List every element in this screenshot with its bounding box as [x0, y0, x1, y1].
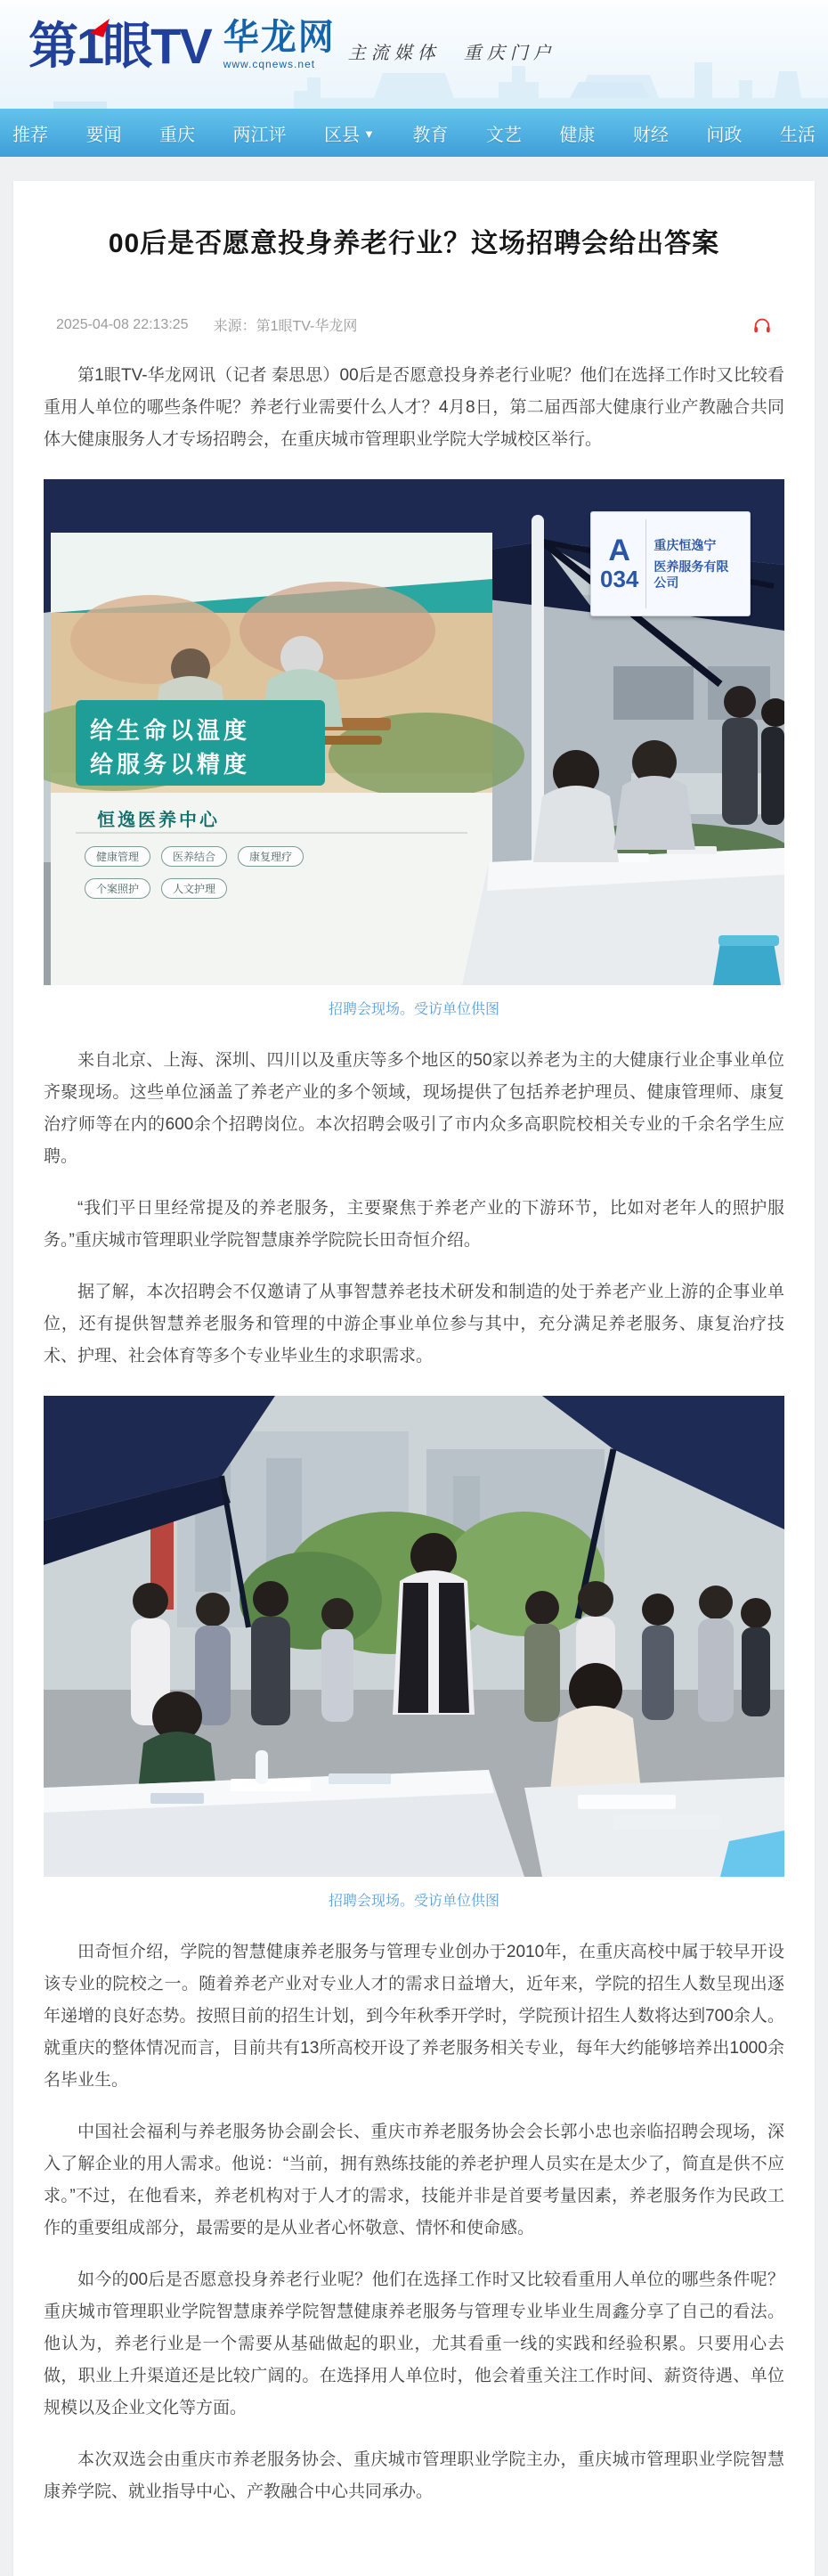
site-header — [0, 0, 828, 109]
booth-sign-left — [600, 519, 646, 608]
paragraph: 据了解，本次招聘会不仅邀请了从事智慧养老技术研发和制造的处于养老产业上游的企事业单位，还有提供智慧养老服务和管理的中游企事业单位参与其中，充分满足养老服务、康复治疗技术、护理、社会体育等多个专业毕业生的求职需求。 — [44, 1283, 784, 1365]
nav-item-liangjiangping[interactable] — [233, 120, 287, 146]
nav-label: 财经 — [632, 125, 669, 145]
poster-tag: 人文护理 — [161, 878, 227, 899]
poster-tag: 个案照护 — [85, 878, 150, 899]
nav-item-chongqing[interactable] — [159, 120, 195, 146]
site-slogan: 主流媒体 重庆门户 — [347, 42, 556, 63]
nav-label: 两江评 — [232, 125, 287, 145]
nav-item-yaowen[interactable] — [86, 120, 122, 146]
booth-company-line1: 重庆恒逸宁 — [653, 537, 717, 552]
page-title: 00后是否愿意投身养老行业？这场招聘会给出答案 — [108, 229, 720, 258]
paragraph: 中国社会福利与养老服务协会副会长、重庆市养老服务协会会长郭小忠也亲临招聘会现场，深入了解企业的用人需求。他说：“当前，拥有熟练技能的养老护理人员实在是太少了，简直是供不应求。”不过，在他看来，养老机构对于人才的需求，技能并非是首要考量因素，养老服务作为民政工作的重要组成部分，最需要的是从业者心怀敬意、情怀和使命感。 — [44, 2123, 784, 2238]
paragraph: 田奇恒介绍，学院的智慧健康养老服务与管理专业创办于2010年，在重庆高校中属于较早开设该专业的院校之一。随着养老产业对专业人才的需求日益增大，近年来，学院的招生人数呈现出逐年递增的良好态势。按照目前的招生计划，到今年秋季开学时，学院预计招生人数将达到700余人。就重庆的整体情况而言，目前共有13所高校开设了养老服务相关专业，每年大约能够培养出1000余名毕业生。 — [44, 1943, 784, 2090]
figure-1 — [44, 479, 784, 1018]
nav-item-shenghuo[interactable] — [780, 120, 816, 146]
booth-sign-right — [653, 519, 741, 608]
article-meta — [44, 314, 784, 335]
logo-site-url: www.cqnews.net — [223, 58, 316, 70]
nav-label: 文艺 — [485, 125, 522, 145]
paragraph: 来自北京、上海、深圳、四川以及重庆等多个地区的50家以养老为主的大健康行业企事业单位齐聚现场。这些单位涵盖了养老产业的多个领域，现场提供了包括养老护理员、健康管理师、康复治疗师等在内的600余个招聘岗位。本次招聘会吸引了市内众多高职院校相关专业的千余名学生应聘。 — [44, 1051, 784, 1166]
nav-label: 教育 — [412, 125, 449, 145]
poster-tags-row2 — [85, 878, 227, 899]
photo2-illustration — [44, 1396, 784, 1877]
chevron-down-icon: ▼ — [363, 126, 375, 141]
poster-brand-text: 恒逸医养中心 — [97, 811, 220, 830]
nav-label: 健康 — [559, 125, 596, 145]
nav-label: 推荐 — [12, 125, 48, 145]
booth-company-line2: 医养服务有限公司 — [653, 558, 729, 591]
paragraph: 如今的00后是否愿意投身养老行业呢？他们在选择工作时又比较看重用人单位的哪些条件呢？重庆城市管理职业学院智慧康养学院智慧健康养老服务与管理专业毕业生周鑫分享了自己的看法。他认为，养老行业是一个需要从基础做起的职业，尤其看重一线的实践和经验积累。只要用心去做，职业上升渠道还是比较广阔的。在选择用人单位时，他会着重关注工作时间、薪资待遇、单位规模以及企业文化等方面。 — [44, 2270, 784, 2417]
poster-tag: 医养结合 — [161, 846, 227, 867]
paragraph: “我们平日里经常提及的养老服务，主要聚焦于养老产业的下游环节，比如对老年人的照护服务。”重庆城市管理职业学院智慧康养学院院长田奇恒介绍。 — [44, 1199, 784, 1250]
booth-letter: A — [608, 533, 630, 567]
nav-item-wenzheng[interactable] — [706, 120, 742, 146]
publish-date: 2025-04-08 22:13:25 — [56, 316, 189, 332]
nav-item-quxian[interactable] — [324, 120, 375, 146]
nav-label: 重庆 — [159, 125, 195, 145]
job-fair-photo-2 — [44, 1396, 784, 1877]
logo-hualongwang — [223, 20, 336, 71]
article-source: 来源：第1眼TV-华龙网 — [213, 319, 358, 334]
nav-item-jiaoyu[interactable] — [412, 120, 448, 146]
nav-label: 问政 — [706, 125, 743, 145]
logo-site-name: 华龙网 — [223, 18, 336, 57]
nav-item-tuijian[interactable] — [12, 120, 48, 146]
booth-number-sign — [590, 511, 751, 616]
poster-tags-row1 — [85, 846, 304, 867]
photo-caption-1: 招聘会现场。受访单位供图 — [328, 1002, 499, 1017]
paragraph: 第1眼TV-华龙网讯（记者 秦思思）00后是否愿意投身养老行业呢？他们在选择工作时又比较看重用人单位的哪些条件呢？养老行业需要什么人才？4月8日，第二届西部大健康行业产教融合共同体大健康服务人才专场招聘会，在重庆城市管理职业学院大学城校区举行。 — [44, 366, 784, 449]
logo-diyiyan-tv — [28, 18, 211, 74]
paragraph: 本次双选会由重庆市养老服务协会、重庆城市管理职业学院主办，重庆城市管理职业学院智慧康养学院、就业指导中心、产教融合中心共同承办。 — [44, 2450, 784, 2501]
listen-audio-icon[interactable] — [752, 315, 772, 335]
main-nav — [0, 109, 828, 157]
nav-label: 要闻 — [85, 125, 122, 145]
poster-tag: 康复理疗 — [238, 846, 304, 867]
poster-tag: 健康管理 — [85, 846, 150, 867]
nav-item-jiankang[interactable] — [559, 120, 595, 146]
nav-item-wenyi[interactable] — [486, 120, 522, 146]
figure-2 — [44, 1396, 784, 1910]
nav-label: 生活 — [779, 125, 816, 145]
article-card — [13, 181, 815, 2576]
nav-label: 区县 — [324, 125, 360, 145]
site-logo[interactable] — [28, 18, 556, 74]
article-body — [44, 360, 784, 2508]
poster-text-line2: 给服务以精度 — [90, 751, 251, 778]
photo-caption-2: 招聘会现场。受访单位供图 — [328, 1894, 499, 1909]
booth-number: 034 — [600, 565, 639, 592]
logo-main-text: 第1眼TV — [28, 18, 211, 74]
poster-text-line1: 给生命以温度 — [90, 717, 251, 744]
nav-item-caijing[interactable] — [633, 120, 669, 146]
job-fair-photo-1 — [44, 479, 784, 985]
